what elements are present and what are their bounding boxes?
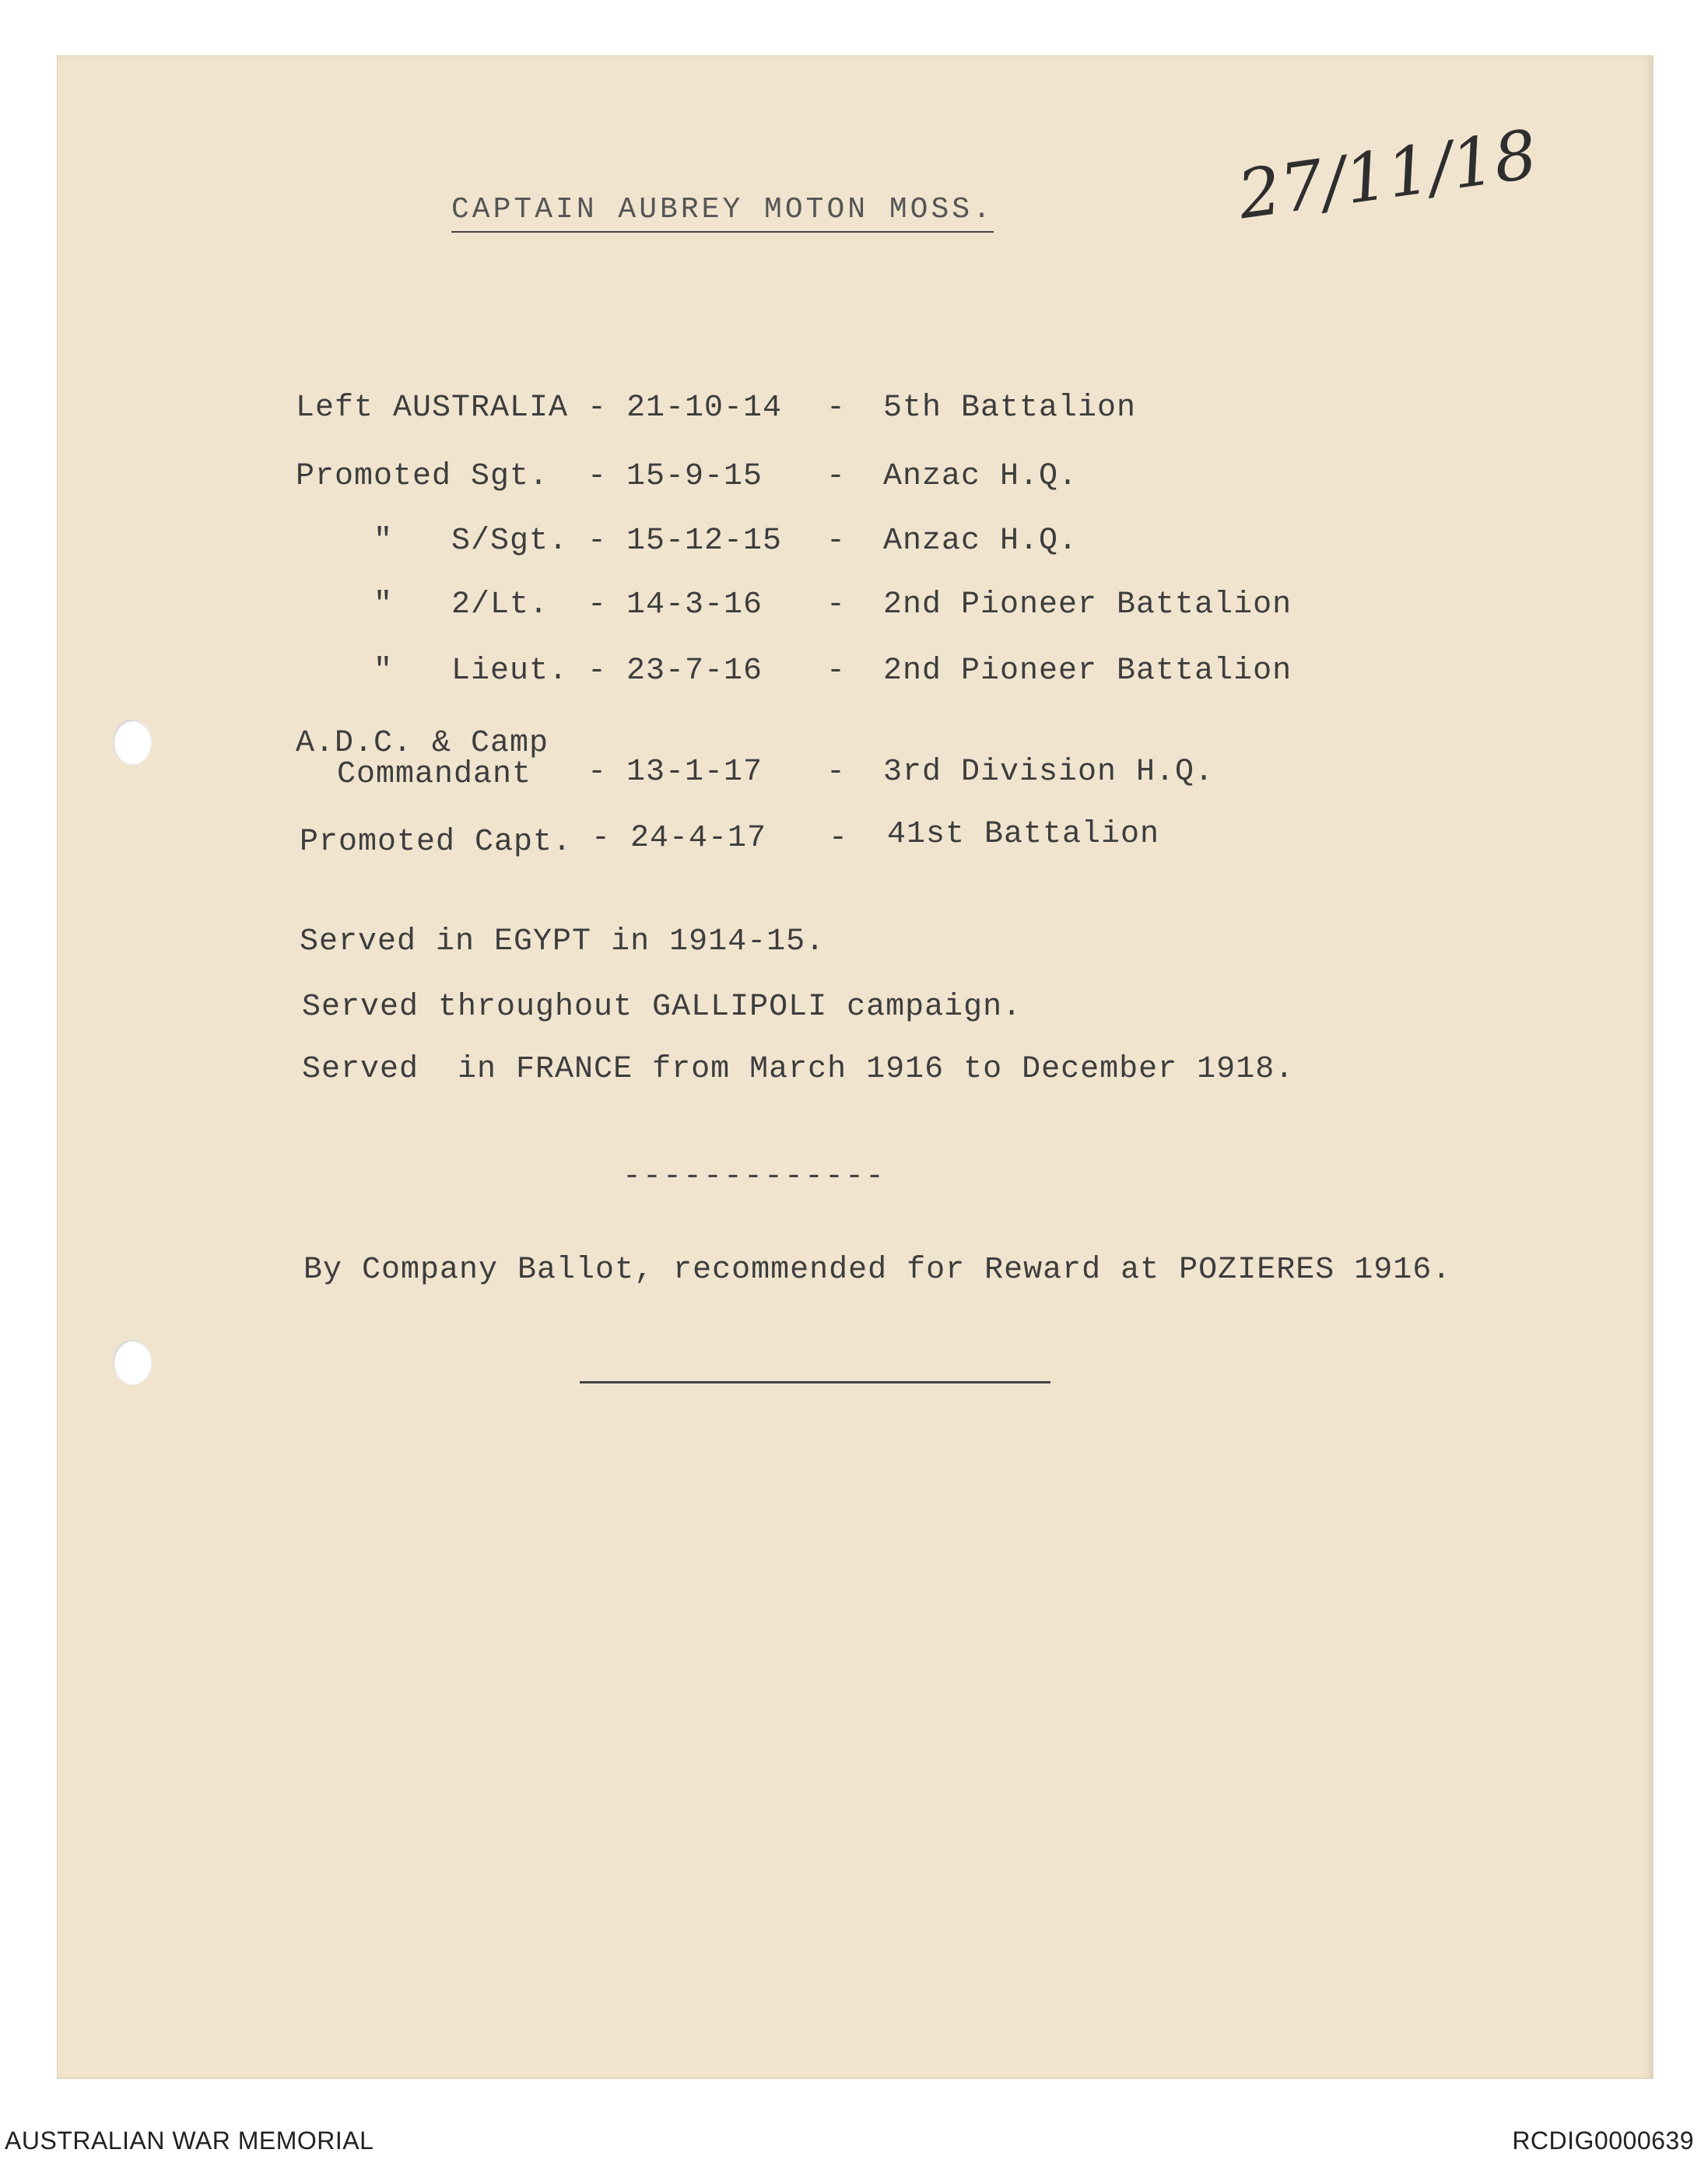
row-event: Lieut. [451, 654, 569, 689]
row-date: 15-9-15 [626, 459, 763, 494]
row-event: Promoted Capt. [300, 825, 573, 860]
row-dash: - [826, 391, 847, 426]
row-dash: - [826, 654, 847, 689]
footer-item-id: RCDIG0000639 [1512, 2127, 1694, 2155]
row-event: S/Sgt. [451, 524, 569, 559]
row-dash: - [587, 755, 608, 790]
document-title: CAPTAIN AUBREY MOTON MOSS. [451, 193, 994, 233]
row-unit: Anzac H.Q. [883, 459, 1078, 494]
row-event-line2: Commandant [337, 757, 532, 792]
row-dash: - [826, 524, 847, 559]
row-event: 2/Lt. [451, 587, 549, 622]
separator-dashes: ------------- [623, 1159, 886, 1194]
row-unit: 3rd Division H.Q. [883, 755, 1215, 790]
ditto-mark: " [374, 524, 394, 559]
row-date: 23-7-16 [626, 654, 763, 689]
row-dash: - [587, 459, 608, 494]
row-event-line1: A.D.C. & Camp [296, 726, 549, 761]
row-date: 13-1-17 [626, 755, 763, 790]
row-unit: 2nd Pioneer Battalion [883, 654, 1292, 689]
closing-rule [580, 1381, 1050, 1383]
served-line: Served throughout GALLIPOLI campaign. [302, 990, 1022, 1025]
row-unit: 41st Battalion [887, 817, 1160, 852]
row-unit: 5th Battalion [883, 391, 1137, 426]
row-dash: - [826, 459, 847, 494]
row-unit: 2nd Pioneer Battalion [883, 587, 1292, 622]
ballot-line: By Company Ballot, recommended for Reward at POZIERES 1916. [303, 1253, 1452, 1288]
row-date: 15-12-15 [626, 524, 783, 559]
ditto-mark: " [374, 654, 394, 689]
punch-hole-top [113, 720, 152, 765]
punch-hole-bottom [113, 1340, 152, 1385]
handwritten-date: 27/11/18 [1233, 115, 1542, 235]
row-dash: - [587, 391, 608, 426]
row-dash: - [826, 755, 847, 790]
row-dash: - [591, 821, 612, 856]
row-date: 24-4-17 [630, 821, 767, 856]
row-dash: - [587, 524, 608, 559]
footer-archive-name: AUSTRALIAN WAR MEMORIAL [5, 2127, 374, 2155]
row-dash: - [587, 654, 608, 689]
row-dash: - [826, 587, 847, 622]
row-event: Promoted Sgt. [296, 459, 549, 494]
served-line: Served in FRANCE from March 1916 to December 1918. [302, 1052, 1295, 1087]
row-date: 21-10-14 [626, 391, 783, 426]
row-unit: Anzac H.Q. [883, 524, 1078, 559]
served-line: Served in EGYPT in 1914-15. [300, 924, 826, 959]
ditto-mark: " [374, 587, 394, 622]
row-date: 14-3-16 [626, 587, 763, 622]
row-dash: - [587, 587, 608, 622]
row-dash: - [829, 821, 849, 856]
row-event: Left AUSTRALIA [296, 391, 569, 426]
